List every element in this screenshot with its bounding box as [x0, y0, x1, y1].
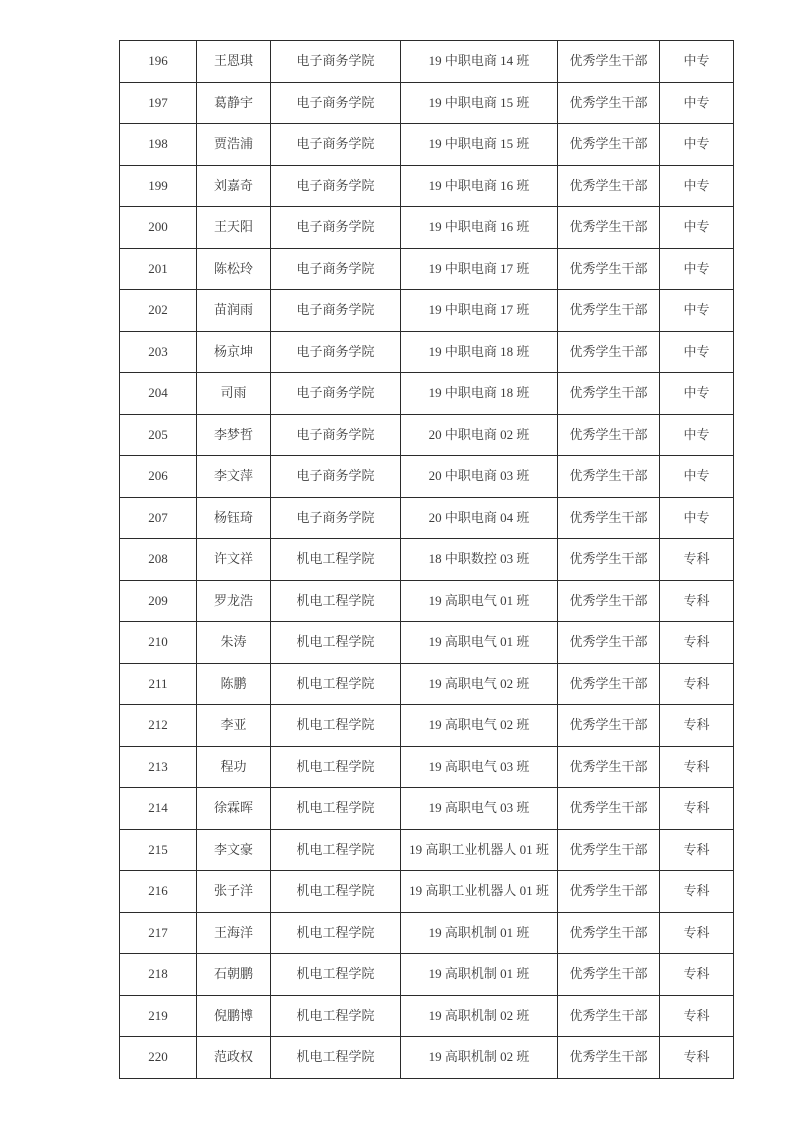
cell-student-name: 倪鹏博 [197, 995, 271, 1037]
cell-education-level: 专科 [660, 1037, 734, 1079]
table-row [120, 373, 734, 415]
cell-education-level: 中专 [660, 497, 734, 539]
table-row [120, 912, 734, 954]
cell-class: 20 中职电商 02 班 [401, 414, 558, 456]
cell-education-level: 中专 [660, 290, 734, 332]
cell-award-title: 优秀学生干部 [558, 82, 660, 124]
cell-award-title: 优秀学生干部 [558, 497, 660, 539]
cell-class: 19 高职机制 01 班 [401, 954, 558, 996]
cell-college: 电子商务学院 [271, 497, 401, 539]
table-row [120, 414, 734, 456]
cell-college: 电子商务学院 [271, 165, 401, 207]
cell-serial-number: 219 [120, 995, 197, 1037]
cell-college: 机电工程学院 [271, 539, 401, 581]
cell-award-title: 优秀学生干部 [558, 207, 660, 249]
cell-student-name: 罗龙浩 [197, 580, 271, 622]
cell-education-level: 专科 [660, 995, 734, 1037]
cell-serial-number: 215 [120, 829, 197, 871]
cell-college: 机电工程学院 [271, 580, 401, 622]
table-row [120, 995, 734, 1037]
cell-college: 电子商务学院 [271, 124, 401, 166]
cell-award-title: 优秀学生干部 [558, 871, 660, 913]
cell-serial-number: 208 [120, 539, 197, 581]
cell-serial-number: 206 [120, 456, 197, 498]
cell-award-title: 优秀学生干部 [558, 580, 660, 622]
cell-award-title: 优秀学生干部 [558, 788, 660, 830]
cell-education-level: 中专 [660, 207, 734, 249]
cell-student-name: 李梦哲 [197, 414, 271, 456]
cell-award-title: 优秀学生干部 [558, 539, 660, 581]
cell-student-name: 李文豪 [197, 829, 271, 871]
cell-serial-number: 198 [120, 124, 197, 166]
cell-class: 20 中职电商 04 班 [401, 497, 558, 539]
table-row [120, 290, 734, 332]
cell-serial-number: 217 [120, 912, 197, 954]
cell-college: 电子商务学院 [271, 41, 401, 83]
cell-student-name: 范政权 [197, 1037, 271, 1079]
cell-college: 电子商务学院 [271, 248, 401, 290]
cell-college: 机电工程学院 [271, 746, 401, 788]
cell-college: 电子商务学院 [271, 207, 401, 249]
cell-serial-number: 205 [120, 414, 197, 456]
table-row [120, 331, 734, 373]
cell-class: 19 高职机制 02 班 [401, 995, 558, 1037]
cell-education-level: 专科 [660, 746, 734, 788]
cell-award-title: 优秀学生干部 [558, 414, 660, 456]
cell-class: 19 中职电商 17 班 [401, 290, 558, 332]
cell-education-level: 专科 [660, 539, 734, 581]
cell-student-name: 葛静宇 [197, 82, 271, 124]
cell-education-level: 中专 [660, 41, 734, 83]
cell-college: 电子商务学院 [271, 290, 401, 332]
table-row [120, 165, 734, 207]
cell-education-level: 专科 [660, 788, 734, 830]
table-row [120, 207, 734, 249]
cell-award-title: 优秀学生干部 [558, 1037, 660, 1079]
cell-serial-number: 210 [120, 622, 197, 664]
cell-class: 19 高职电气 02 班 [401, 663, 558, 705]
table-row [120, 871, 734, 913]
cell-serial-number: 199 [120, 165, 197, 207]
cell-serial-number: 207 [120, 497, 197, 539]
table-row [120, 248, 734, 290]
table-row [120, 539, 734, 581]
cell-serial-number: 200 [120, 207, 197, 249]
table-row [120, 124, 734, 166]
cell-education-level: 中专 [660, 331, 734, 373]
cell-class: 19 高职电气 02 班 [401, 705, 558, 747]
cell-student-name: 程功 [197, 746, 271, 788]
cell-serial-number: 211 [120, 663, 197, 705]
cell-college: 机电工程学院 [271, 829, 401, 871]
cell-college: 电子商务学院 [271, 456, 401, 498]
cell-education-level: 专科 [660, 705, 734, 747]
cell-college: 机电工程学院 [271, 705, 401, 747]
cell-award-title: 优秀学生干部 [558, 995, 660, 1037]
cell-serial-number: 212 [120, 705, 197, 747]
cell-student-name: 许文祥 [197, 539, 271, 581]
cell-award-title: 优秀学生干部 [558, 829, 660, 871]
cell-award-title: 优秀学生干部 [558, 41, 660, 83]
cell-award-title: 优秀学生干部 [558, 912, 660, 954]
cell-class: 19 高职机制 02 班 [401, 1037, 558, 1079]
cell-serial-number: 203 [120, 331, 197, 373]
table-row [120, 580, 734, 622]
cell-student-name: 贾浩浦 [197, 124, 271, 166]
cell-serial-number: 209 [120, 580, 197, 622]
cell-college: 机电工程学院 [271, 663, 401, 705]
cell-class: 19 中职电商 15 班 [401, 124, 558, 166]
cell-education-level: 中专 [660, 414, 734, 456]
cell-class: 19 高职电气 03 班 [401, 788, 558, 830]
cell-serial-number: 201 [120, 248, 197, 290]
cell-award-title: 优秀学生干部 [558, 248, 660, 290]
student-roster-table [119, 40, 734, 1079]
cell-education-level: 专科 [660, 912, 734, 954]
cell-college: 电子商务学院 [271, 414, 401, 456]
cell-education-level: 专科 [660, 622, 734, 664]
cell-class: 18 中职数控 03 班 [401, 539, 558, 581]
cell-award-title: 优秀学生干部 [558, 705, 660, 747]
cell-college: 机电工程学院 [271, 871, 401, 913]
cell-award-title: 优秀学生干部 [558, 954, 660, 996]
cell-award-title: 优秀学生干部 [558, 331, 660, 373]
cell-serial-number: 220 [120, 1037, 197, 1079]
cell-education-level: 专科 [660, 871, 734, 913]
table-row [120, 663, 734, 705]
cell-class: 19 中职电商 14 班 [401, 41, 558, 83]
cell-college: 机电工程学院 [271, 1037, 401, 1079]
cell-education-level: 中专 [660, 248, 734, 290]
table-row [120, 829, 734, 871]
cell-award-title: 优秀学生干部 [558, 663, 660, 705]
cell-class: 19 高职电气 01 班 [401, 580, 558, 622]
cell-student-name: 杨京坤 [197, 331, 271, 373]
cell-student-name: 李亚 [197, 705, 271, 747]
table-row [120, 705, 734, 747]
cell-award-title: 优秀学生干部 [558, 124, 660, 166]
cell-education-level: 专科 [660, 829, 734, 871]
cell-student-name: 王海洋 [197, 912, 271, 954]
table-row [120, 456, 734, 498]
cell-college: 机电工程学院 [271, 954, 401, 996]
cell-college: 电子商务学院 [271, 373, 401, 415]
cell-award-title: 优秀学生干部 [558, 165, 660, 207]
cell-college: 机电工程学院 [271, 622, 401, 664]
cell-award-title: 优秀学生干部 [558, 456, 660, 498]
cell-student-name: 杨钰琦 [197, 497, 271, 539]
cell-college: 机电工程学院 [271, 995, 401, 1037]
cell-class: 19 中职电商 16 班 [401, 207, 558, 249]
cell-student-name: 陈松玲 [197, 248, 271, 290]
cell-serial-number: 213 [120, 746, 197, 788]
cell-education-level: 中专 [660, 124, 734, 166]
cell-class: 19 高职机制 01 班 [401, 912, 558, 954]
cell-education-level: 专科 [660, 954, 734, 996]
cell-serial-number: 214 [120, 788, 197, 830]
table-row [120, 954, 734, 996]
cell-class: 19 高职电气 03 班 [401, 746, 558, 788]
cell-class: 19 中职电商 18 班 [401, 331, 558, 373]
cell-serial-number: 204 [120, 373, 197, 415]
cell-serial-number: 197 [120, 82, 197, 124]
cell-education-level: 专科 [660, 663, 734, 705]
table-row [120, 82, 734, 124]
cell-college: 机电工程学院 [271, 912, 401, 954]
cell-award-title: 优秀学生干部 [558, 290, 660, 332]
cell-award-title: 优秀学生干部 [558, 373, 660, 415]
cell-education-level: 中专 [660, 373, 734, 415]
cell-class: 19 高职工业机器人 01 班 [401, 829, 558, 871]
cell-student-name: 张子洋 [197, 871, 271, 913]
cell-class: 19 高职工业机器人 01 班 [401, 871, 558, 913]
cell-education-level: 中专 [660, 82, 734, 124]
cell-education-level: 专科 [660, 580, 734, 622]
cell-student-name: 朱涛 [197, 622, 271, 664]
cell-serial-number: 202 [120, 290, 197, 332]
cell-education-level: 中专 [660, 456, 734, 498]
cell-college: 电子商务学院 [271, 82, 401, 124]
table-row [120, 497, 734, 539]
cell-student-name: 陈鹏 [197, 663, 271, 705]
cell-student-name: 王天阳 [197, 207, 271, 249]
cell-college: 机电工程学院 [271, 788, 401, 830]
cell-student-name: 石朝鹏 [197, 954, 271, 996]
cell-college: 电子商务学院 [271, 331, 401, 373]
cell-student-name: 徐霖晖 [197, 788, 271, 830]
cell-education-level: 中专 [660, 165, 734, 207]
cell-award-title: 优秀学生干部 [558, 746, 660, 788]
cell-class: 19 中职电商 16 班 [401, 165, 558, 207]
cell-serial-number: 216 [120, 871, 197, 913]
table-row [120, 41, 734, 83]
cell-class: 19 高职电气 01 班 [401, 622, 558, 664]
cell-class: 19 中职电商 15 班 [401, 82, 558, 124]
cell-class: 20 中职电商 03 班 [401, 456, 558, 498]
cell-student-name: 李文萍 [197, 456, 271, 498]
cell-serial-number: 196 [120, 41, 197, 83]
cell-student-name: 苗润雨 [197, 290, 271, 332]
cell-class: 19 中职电商 17 班 [401, 248, 558, 290]
table-row [120, 788, 734, 830]
cell-award-title: 优秀学生干部 [558, 622, 660, 664]
cell-class: 19 中职电商 18 班 [401, 373, 558, 415]
table-row [120, 622, 734, 664]
cell-serial-number: 218 [120, 954, 197, 996]
table-row [120, 746, 734, 788]
cell-student-name: 刘嘉奇 [197, 165, 271, 207]
table-row [120, 1037, 734, 1079]
cell-student-name: 司雨 [197, 373, 271, 415]
cell-student-name: 王恩琪 [197, 41, 271, 83]
